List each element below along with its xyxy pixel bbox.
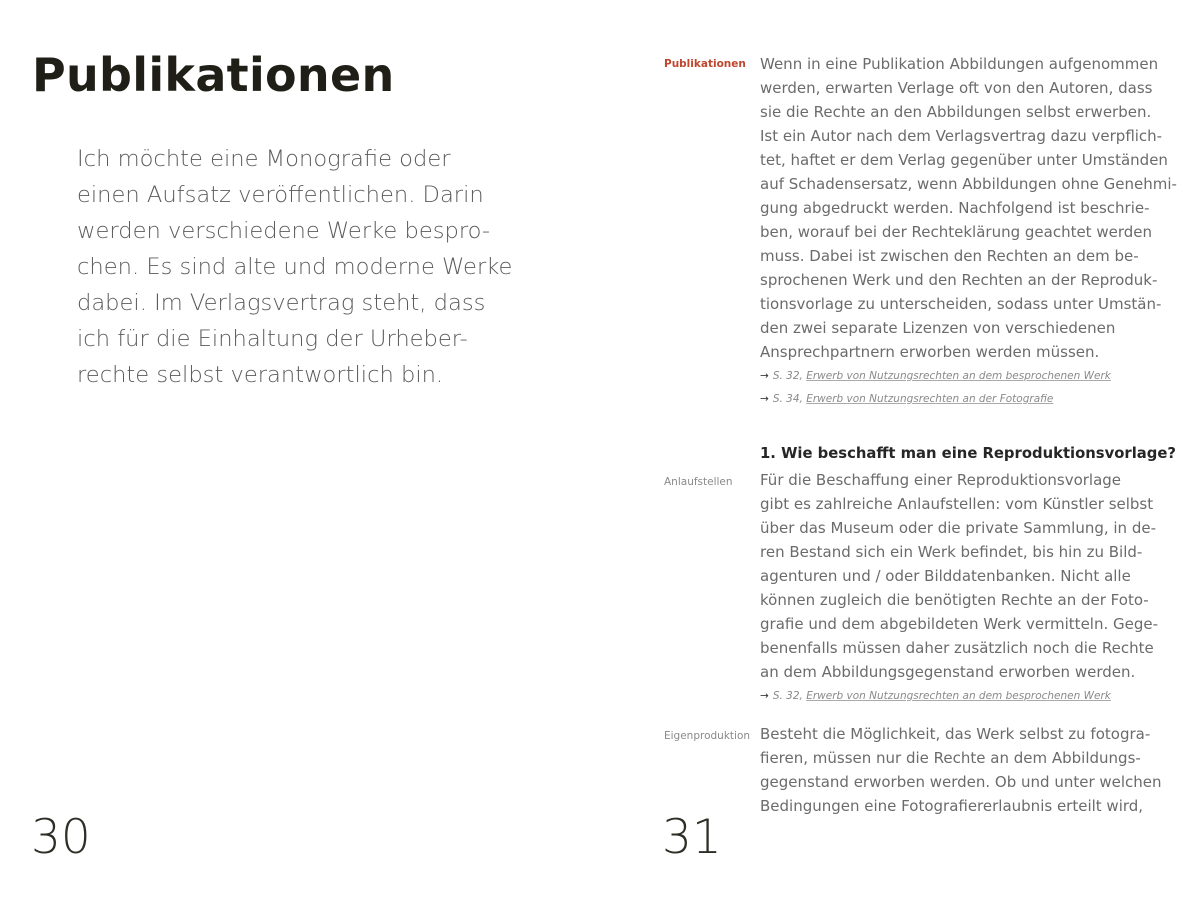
arrow-right-icon: → <box>760 690 769 702</box>
body-line: benenfalls müssen daher zusätzlich noch die Rechte <box>760 639 1154 657</box>
body-line: sie die Rechte an den Abbildungen selbst erwerben. <box>760 103 1152 121</box>
body-line: agenturen und / oder Bilddatenbanken. Nicht alle <box>760 567 1131 585</box>
body-line: tionsvorlage zu unterscheiden, sodass unter Umstän- <box>760 295 1162 313</box>
body-line: ren Bestand sich ein Werk befindet, bis hin zu Bild- <box>760 543 1143 561</box>
cross-reference <box>760 370 1111 383</box>
page-number-left: 30 <box>31 810 91 865</box>
body-anlaufstellen <box>760 468 1180 684</box>
body-line: grafie und dem abgebildeten Werk vermitteln. Gege- <box>760 615 1159 633</box>
body-eigenproduktion <box>760 722 1180 818</box>
margin-label-anlaufstellen: Anlaufstellen <box>664 476 733 488</box>
body-line: über das Museum oder die private Sammlung, in de- <box>760 519 1156 537</box>
arrow-right-icon: → <box>760 393 769 405</box>
ref-link[interactable]: Erwerb von Nutzungsrechten an der Fotografie <box>806 393 1054 405</box>
body-line: an dem Abbildungsgegenstand erworben werden. <box>760 663 1136 681</box>
intro-line: Ich möchte eine Monografie oder <box>77 146 451 172</box>
body-line: Ansprechpartnern erworben werden müssen. <box>760 343 1100 361</box>
body-line: den zwei separate Lizenzen von verschiedenen <box>760 319 1116 337</box>
body-line: Für die Beschaffung einer Reproduktionsvorlage <box>760 471 1122 489</box>
intro-line: chen. Es sind alte und moderne Werke <box>77 254 513 280</box>
body-line: gung abgedruckt werden. Nachfolgend ist beschrie- <box>760 199 1150 217</box>
ref-link[interactable]: Erwerb von Nutzungsrechten an dem besprochenen Werk <box>806 370 1111 382</box>
intro-line: rechte selbst verantwortlich bin. <box>77 362 444 388</box>
ref-page: S. 34, <box>772 393 803 405</box>
body-line: Ist ein Autor nach dem Verlagsvertrag dazu verpflich- <box>760 127 1163 145</box>
intro-line: dabei. Im Verlagsvertrag steht, dass <box>77 290 486 316</box>
body-line: Besteht die Möglichkeit, das Werk selbst zu fotogra- <box>760 725 1151 743</box>
intro-line: werden verschiedene Werke bespro- <box>77 218 491 244</box>
section-heading: 1. Wie beschafft man eine Reproduktionsvorlage? <box>760 445 1176 462</box>
intro-line: einen Aufsatz veröffentlichen. Darin <box>77 182 484 208</box>
page-title: Publikationen <box>32 48 395 102</box>
body-line: ben, worauf bei der Rechteklärung geachtet werden <box>760 223 1152 241</box>
ref-page: S. 32, <box>772 690 803 702</box>
body-line: sprochenen Werk und den Rechten an der Reproduk- <box>760 271 1158 289</box>
body-line: muss. Dabei ist zwischen den Rechten an dem be- <box>760 247 1139 265</box>
cross-reference <box>760 690 1111 703</box>
body-line: Wenn in eine Publikation Abbildungen aufgenommen <box>760 55 1159 73</box>
ref-link[interactable]: Erwerb von Nutzungsrechten an dem besprochenen Werk <box>806 690 1111 702</box>
ref-page: S. 32, <box>772 370 803 382</box>
intro-line: ich für die Einhaltung der Urheber- <box>77 326 468 352</box>
body-publikationen <box>760 52 1180 364</box>
cross-reference <box>760 393 1053 406</box>
margin-label-publikationen: Publikationen <box>664 58 746 70</box>
body-line: auf Schadensersatz, wenn Abbildungen ohne Genehmi- <box>760 175 1177 193</box>
body-line: gibt es zahlreiche Anlaufstellen: vom Künstler selbst <box>760 495 1154 513</box>
body-line: fieren, müssen nur die Rechte an dem Abbildungs- <box>760 749 1141 767</box>
body-line: werden, erwarten Verlage oft von den Autoren, dass <box>760 79 1153 97</box>
body-line: gegenstand erworben werden. Ob und unter welchen <box>760 773 1162 791</box>
arrow-right-icon: → <box>760 370 769 382</box>
body-line: tet, haftet er dem Verlag gegenüber unter Umständen <box>760 151 1168 169</box>
page-number-right: 31 <box>662 810 722 865</box>
body-line: können zugleich die benötigten Rechte an der Foto- <box>760 591 1149 609</box>
intro-paragraph <box>77 141 547 393</box>
body-line: Bedingungen eine Fotografiererlaubnis erteilt wird, <box>760 797 1144 815</box>
margin-label-eigenproduktion: Eigenproduktion <box>664 730 751 742</box>
